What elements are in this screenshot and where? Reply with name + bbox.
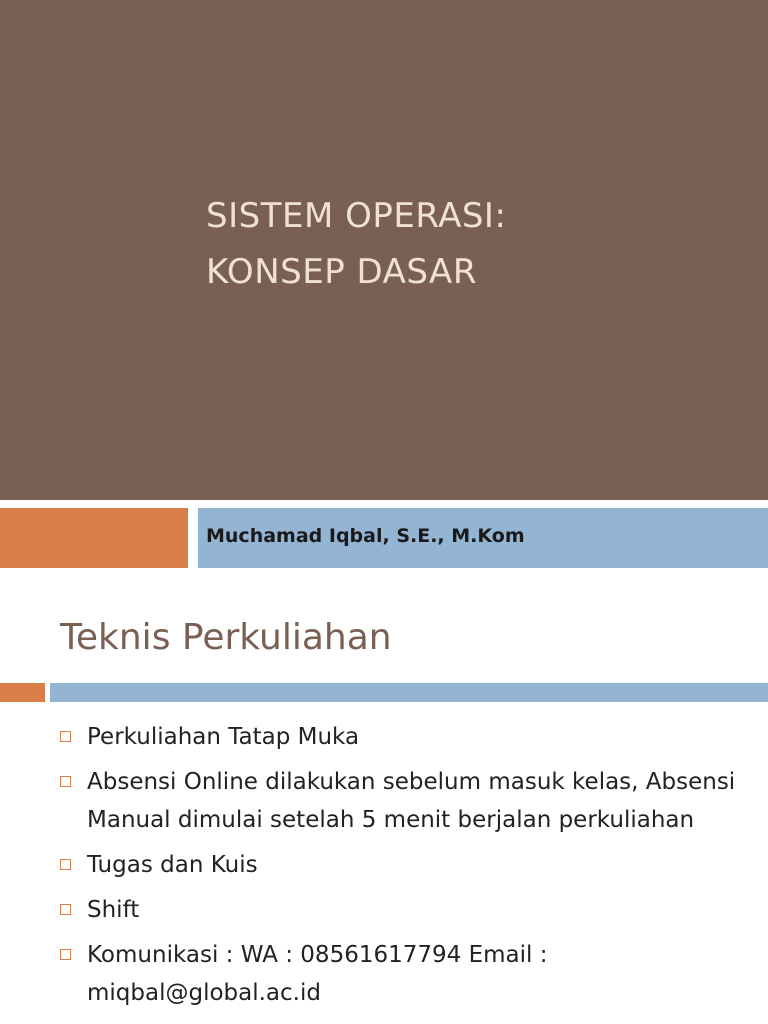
square-bullet-icon [60, 731, 71, 742]
bullet-text: Komunikasi : WA : 08561617794 Email : miqbal@global.ac.id [87, 942, 548, 1006]
square-bullet-icon [60, 776, 71, 787]
bullet-item [60, 846, 740, 884]
bullet-list [60, 718, 740, 1019]
square-bullet-icon [60, 904, 71, 915]
slide-title-line-1: SISTEM OPERASI: [206, 196, 507, 236]
bullet-text: Tugas dan Kuis [87, 852, 258, 878]
blue-accent-rule [50, 683, 768, 702]
bullet-item [60, 891, 740, 929]
orange-accent-rule [0, 683, 45, 702]
bullet-item [60, 718, 740, 756]
author-bar [198, 508, 768, 568]
bullet-text: Perkuliahan Tatap Muka [87, 724, 360, 750]
bullet-text: Absensi Online dilakukan sebelum masuk kelas, Absensi Manual dimulai setelah 5 menit berjalan perkuliahan [87, 769, 736, 833]
orange-accent-block [0, 508, 188, 568]
square-bullet-icon [60, 949, 71, 960]
square-bullet-icon [60, 859, 71, 870]
content-slide [0, 575, 768, 1024]
bullet-text: Shift [87, 897, 140, 923]
author-name: Muchamad Iqbal, S.E., M.Kom [206, 525, 525, 547]
bullet-item [60, 936, 740, 1012]
slide-title-line-2: KONSEP DASAR [206, 252, 477, 292]
slide-heading: Teknis Perkuliahan [60, 617, 392, 658]
title-area [0, 0, 768, 500]
bullet-item [60, 763, 740, 839]
